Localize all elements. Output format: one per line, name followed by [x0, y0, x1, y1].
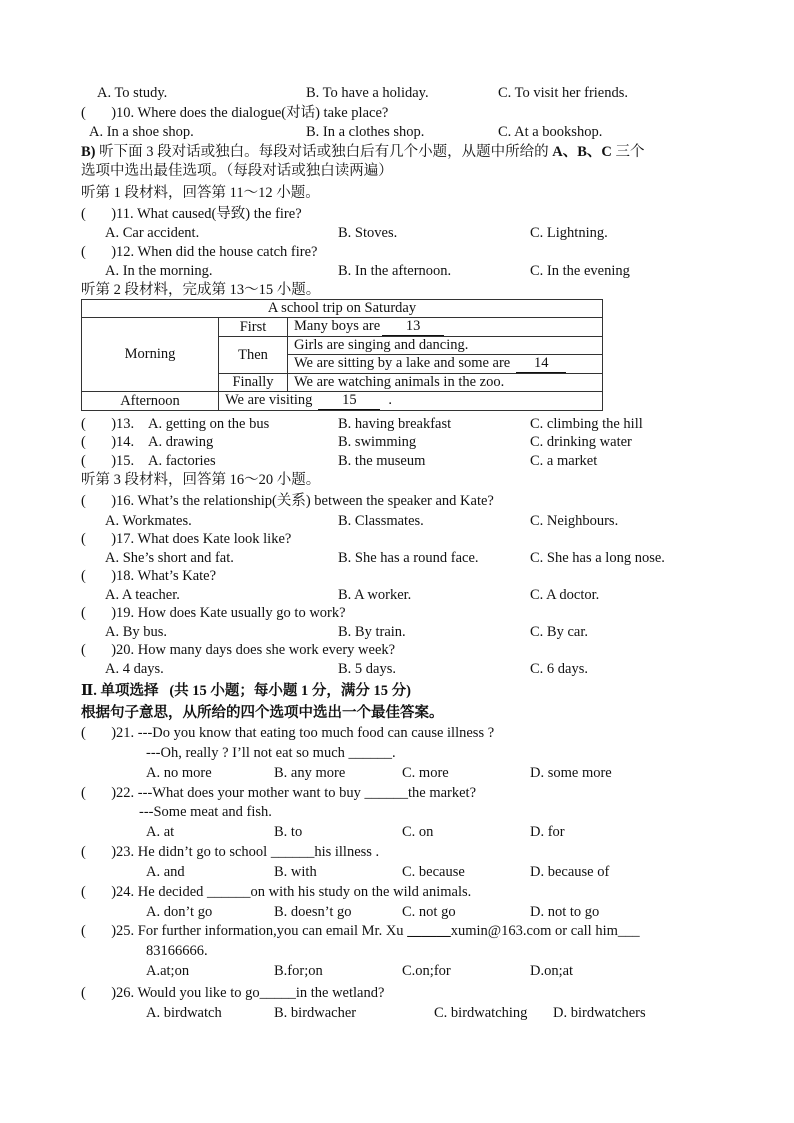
section-b-text-b: 三个: [611, 144, 645, 160]
q25-stem2: 83166666.: [146, 943, 208, 959]
table-finally-text: We are watching animals in the zoo.: [288, 374, 603, 392]
q16-option-b: B. Classmates.: [338, 513, 424, 529]
passage1-header: 听第 1 段材料，回答第 11～12 小题。: [81, 185, 320, 201]
table-morning-label: Morning: [82, 318, 219, 392]
passage2-header: 听第 2 段材料，完成第 13～15 小题。: [81, 282, 321, 298]
school-trip-table: [81, 299, 603, 411]
q21-option-a: A. no more: [146, 765, 212, 781]
q20-option-c: C. 6 days.: [530, 661, 588, 677]
section-b-abc: A、B、C: [552, 144, 612, 160]
table-afternoon-label: Afternoon: [82, 392, 219, 411]
table-afternoon-text: We are visiting: [225, 392, 313, 408]
table-finally-label: Finally: [219, 374, 288, 392]
q12-stem: ( )12. When did the house catch fire?: [81, 244, 318, 260]
q14-option-c: C. drinking water: [530, 434, 632, 450]
q26-option-a: A. birdwatch: [146, 1005, 222, 1021]
q25-blank: ______: [407, 923, 451, 939]
q11-option-a: A. Car accident.: [105, 225, 200, 241]
q10-option-b: B. In a clothes shop.: [306, 124, 425, 140]
blank-15: 15: [318, 392, 380, 410]
q16-option-c: C. Neighbours.: [530, 513, 619, 529]
section-b-label: B): [81, 144, 96, 160]
section-2-title: Ⅱ. 单项选择 (共 15 小题；每小题 1 分，满分 15 分): [81, 683, 412, 699]
q16-option-a: A. Workmates.: [105, 513, 192, 529]
q11-option-c: C. Lightning.: [530, 225, 608, 241]
blank-13: 13: [382, 318, 444, 336]
q25-option-b: B.for;on: [274, 963, 323, 979]
table-afternoon-cell: [219, 392, 603, 411]
table-first-text: Many boys are: [294, 318, 381, 334]
q11-option-b: B. Stoves.: [338, 225, 398, 241]
q23-option-b: B. with: [274, 864, 317, 880]
q18-stem: ( )18. What’s Kate?: [81, 568, 217, 584]
q10-option-a: A. In a shoe shop.: [89, 124, 194, 140]
section-2-instruction: 根据句子意思，从所给的四个选项中选出一个最佳答案。: [81, 705, 444, 721]
q21-stem: ( )21. ---Do you know that eating too much food can cause illness ?: [81, 725, 495, 741]
q18-option-b: B. A worker.: [338, 587, 412, 603]
q22-option-d: D. for: [530, 824, 565, 840]
q17-option-c: C. She has a long nose.: [530, 550, 665, 566]
q11-stem: ( )11. What caused(导致) the fire?: [81, 206, 302, 222]
q26-option-b: B. birdwacher: [274, 1005, 357, 1021]
q25-stem: [81, 922, 640, 940]
q22-option-c: C. on: [402, 824, 434, 840]
table-afternoon-end: .: [388, 392, 393, 408]
q19-stem: ( )19. How does Kate usually go to work?: [81, 605, 346, 621]
q16-stem: ( )16. What’s the relationship(关系) between the speaker and Kate?: [81, 493, 494, 509]
q9-option-a: A. To study.: [97, 85, 168, 101]
q22-option-a: A. at: [146, 824, 175, 840]
q17-stem: ( )17. What does Kate look like?: [81, 531, 292, 547]
q21-stem2: ---Oh, really ? I’ll not eat so much ______.: [146, 745, 396, 761]
q14-prefix: ( )14.: [81, 434, 135, 450]
table-first-label: First: [219, 318, 288, 337]
q18-option-a: A. A teacher.: [105, 587, 180, 603]
q25-option-a: A.at;on: [146, 963, 190, 979]
q25-option-d: D.on;at: [530, 963, 574, 979]
q19-option-b: B. By train.: [338, 624, 406, 640]
q13-option-a: A. getting on the bus: [148, 416, 270, 432]
q25-stem-b: xumin@163.com or call him___: [450, 923, 640, 939]
q24-option-c: C. not go: [402, 904, 456, 920]
q24-option-b: B. doesn’t go: [274, 904, 352, 920]
q13-prefix: ( )13.: [81, 416, 135, 432]
q25-option-c: C.on;for: [402, 963, 451, 979]
q15-option-b: B. the museum: [338, 453, 426, 469]
q21-option-d: D. some more: [530, 765, 612, 781]
q17-option-b: B. She has a round face.: [338, 550, 479, 566]
q12-option-c: C. In the evening: [530, 263, 630, 279]
q19-option-a: A. By bus.: [105, 624, 168, 640]
q24-option-d: D. not to go: [530, 904, 600, 920]
q10-stem: ( )10. Where does the dialogue(对话) take place?: [81, 105, 389, 121]
q15-option-a: A. factories: [148, 453, 216, 469]
q15-prefix: ( )15.: [81, 453, 135, 469]
q25-stem-a: ( )25. For further information,you can email Mr. Xu: [81, 923, 408, 939]
q12-option-a: A. In the morning.: [105, 263, 213, 279]
q9-option-b: B. To have a holiday.: [306, 85, 429, 101]
q13-option-c: C. climbing the hill: [530, 416, 643, 432]
table-then-line2-cell: [288, 355, 603, 374]
q14-option-b: B. swimming: [338, 434, 417, 450]
section-b-text-a: 听下面 3 段对话或独白。每段对话或独白后有几个小题，从题中所给的: [95, 144, 553, 160]
q24-stem: ( )24. He decided ______on with his study on the wild animals.: [81, 884, 472, 900]
q15-option-c: C. a market: [530, 453, 598, 469]
q21-option-c: C. more: [402, 765, 449, 781]
table-first-cell: [288, 318, 603, 337]
q21-option-b: B. any more: [274, 765, 346, 781]
section-b-instruction-line2: 选项中选出最佳选项。（每段对话或独白读两遍）: [81, 163, 393, 179]
q23-stem: ( )23. He didn’t go to school ______his illness .: [81, 844, 380, 860]
q14-option-a: A. drawing: [148, 434, 214, 450]
q20-option-a: A. 4 days.: [105, 661, 164, 677]
q22-stem: ( )22. ---What does your mother want to buy ______the market?: [81, 785, 477, 801]
blank-14: 14: [516, 355, 566, 373]
q22-option-b: B. to: [274, 824, 303, 840]
q19-option-c: C. By car.: [530, 624, 588, 640]
table-then-line2: We are sitting by a lake and some are: [294, 355, 511, 371]
q20-stem: ( )20. How many days does she work every week?: [81, 642, 396, 658]
q10-option-c: C. At a bookshop.: [498, 124, 603, 140]
q24-option-a: A. don’t go: [146, 904, 213, 920]
table-title: A school trip on Saturday: [82, 300, 603, 318]
q23-option-c: C. because: [402, 864, 465, 880]
q23-option-a: A. and: [146, 864, 185, 880]
q17-option-a: A. She’s short and fat.: [105, 550, 234, 566]
q26-option-c: C. birdwatching: [434, 1005, 528, 1021]
passage3-header: 听第 3 段材料，回答第 16～20 小题。: [81, 472, 321, 488]
q23-option-d: D. because of: [530, 864, 610, 880]
q26-option-d: D. birdwatchers: [553, 1005, 646, 1021]
q9-option-c: C. To visit her friends.: [498, 85, 629, 101]
q20-option-b: B. 5 days.: [338, 661, 396, 677]
q13-option-b: B. having breakfast: [338, 416, 452, 432]
table-then-label: Then: [219, 337, 288, 374]
q12-option-b: B. In the afternoon.: [338, 263, 452, 279]
section-b-instruction-line1: [81, 143, 645, 161]
table-then-line1: Girls are singing and dancing.: [288, 337, 603, 355]
q22-stem2: ---Some meat and fish.: [139, 804, 272, 820]
q18-option-c: C. A doctor.: [530, 587, 600, 603]
q26-stem: ( )26. Would you like to go_____in the wetland?: [81, 985, 385, 1001]
